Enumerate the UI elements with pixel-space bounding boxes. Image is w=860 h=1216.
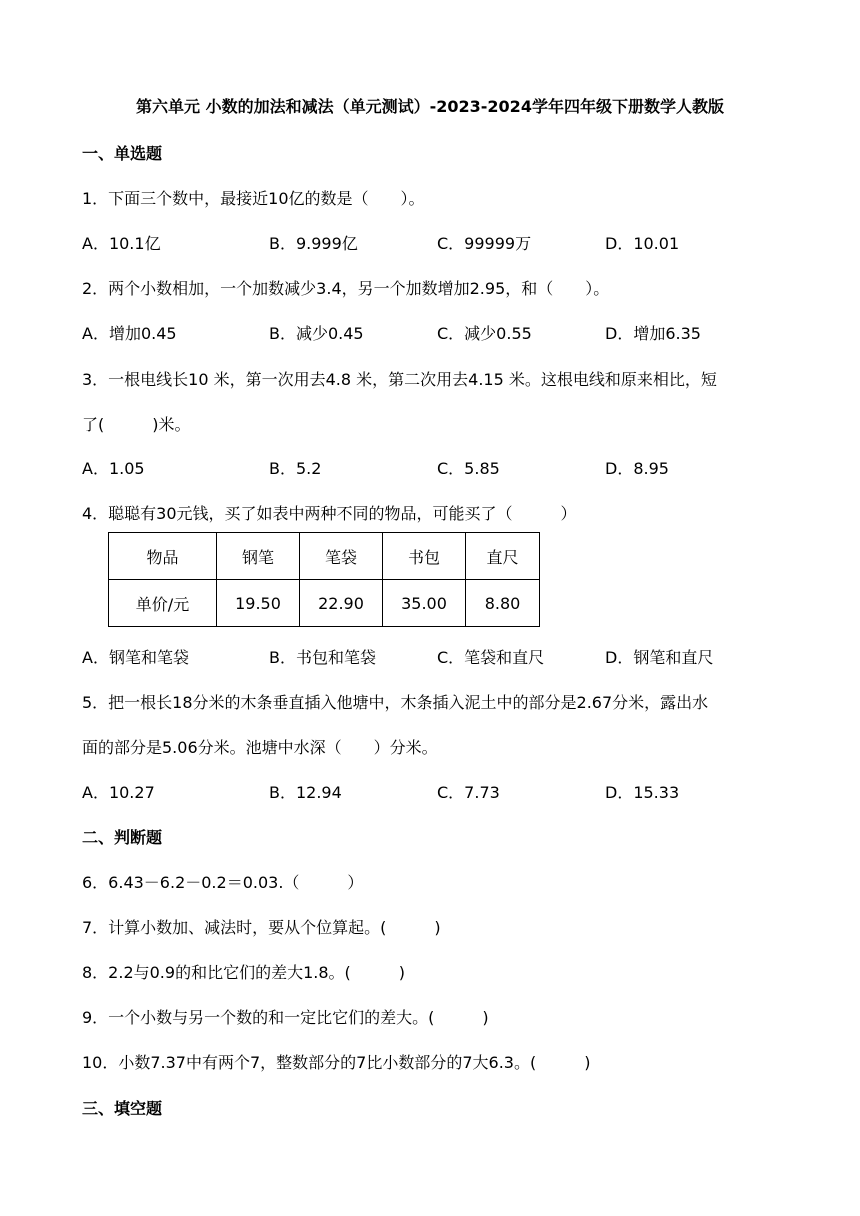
question-9: 9．一个小数与另一个数的和一定比它们的差大。( )	[82, 1008, 489, 1027]
question-3-line-2: 了( )米。	[82, 415, 191, 434]
q3-option-d: D．8.95	[605, 459, 669, 478]
table-cell: 物品	[109, 533, 217, 580]
q5-option-a: A．10.27	[82, 783, 155, 802]
q2-option-d: D．增加6.35	[605, 324, 701, 343]
q1-option-c: C．99999万	[437, 234, 532, 253]
section-heading-fill-blank: 三、填空题	[82, 1099, 163, 1118]
table-cell: 8.80	[466, 580, 540, 627]
q4-option-b: B．书包和笔袋	[269, 648, 376, 667]
q5-option-d: D．15.33	[605, 783, 680, 802]
q4-option-c: C．笔袋和直尺	[437, 648, 545, 667]
q2-option-a: A．增加0.45	[82, 324, 177, 343]
question-8: 8．2.2与0.9的和比它们的差大1.8。( )	[82, 963, 406, 982]
q1-option-b: B．9.999亿	[269, 234, 358, 253]
q5-option-b: B．12.94	[269, 783, 342, 802]
table-row	[109, 580, 540, 627]
q4-option-d: D．钢笔和直尺	[605, 648, 714, 667]
table-header-row	[109, 533, 540, 580]
q1-option-a: A．10.1亿	[82, 234, 161, 253]
table-cell: 钢笔	[217, 533, 300, 580]
question-10: 10．小数7.37中有两个7，整数部分的7比小数部分的7大6.3。( )	[82, 1053, 591, 1072]
q5-option-c: C．7.73	[437, 783, 500, 802]
page-title: 第六单元 小数的加法和减法（单元测试）-2023-2024学年四年级下册数学人教版	[136, 97, 724, 116]
q2-option-c: C．减少0.55	[437, 324, 532, 343]
q3-option-a: A．1.05	[82, 459, 145, 478]
q4-option-a: A．钢笔和笔袋	[82, 648, 189, 667]
question-4: 4．聪聪有30元钱，买了如表中两种不同的物品，可能买了（ ）	[82, 504, 577, 523]
question-3-line-1: 3．一根电线长10 米，第一次用去4.8 米，第二次用去4.15 米。这根电线和原来相比，短	[82, 370, 717, 389]
q2-option-b: B．减少0.45	[269, 324, 364, 343]
table-cell: 19.50	[217, 580, 300, 627]
table-cell: 单价/元	[109, 580, 217, 627]
question-5-line-1: 5．把一根长18分米的木条垂直插入他塘中，木条插入泥土中的部分是2.67分米，露出水	[82, 693, 709, 712]
table-cell: 笔袋	[300, 533, 383, 580]
q3-option-c: C．5.85	[437, 459, 500, 478]
table-cell: 书包	[383, 533, 466, 580]
question-6: 6．6.43－6.2－0.2＝0.03.（ ）	[82, 873, 364, 892]
question-1: 1．下面三个数中，最接近10亿的数是（ ）。	[82, 189, 425, 208]
price-table	[108, 532, 540, 627]
q1-option-d: D．10.01	[605, 234, 680, 253]
table-cell: 35.00	[383, 580, 466, 627]
question-7: 7．计算小数加、减法时，要从个位算起。( )	[82, 918, 441, 937]
q3-option-b: B．5.2	[269, 459, 322, 478]
section-heading-true-false: 二、判断题	[82, 828, 163, 847]
table-cell: 22.90	[300, 580, 383, 627]
question-2: 2．两个小数相加，一个加数减少3.4，另一个加数增加2.95，和（ ）。	[82, 279, 610, 298]
table-cell: 直尺	[466, 533, 540, 580]
section-heading-single-choice: 一、单选题	[82, 144, 163, 163]
question-5-line-2: 面的部分是5.06分米。池塘中水深（ ）分米。	[82, 738, 438, 757]
